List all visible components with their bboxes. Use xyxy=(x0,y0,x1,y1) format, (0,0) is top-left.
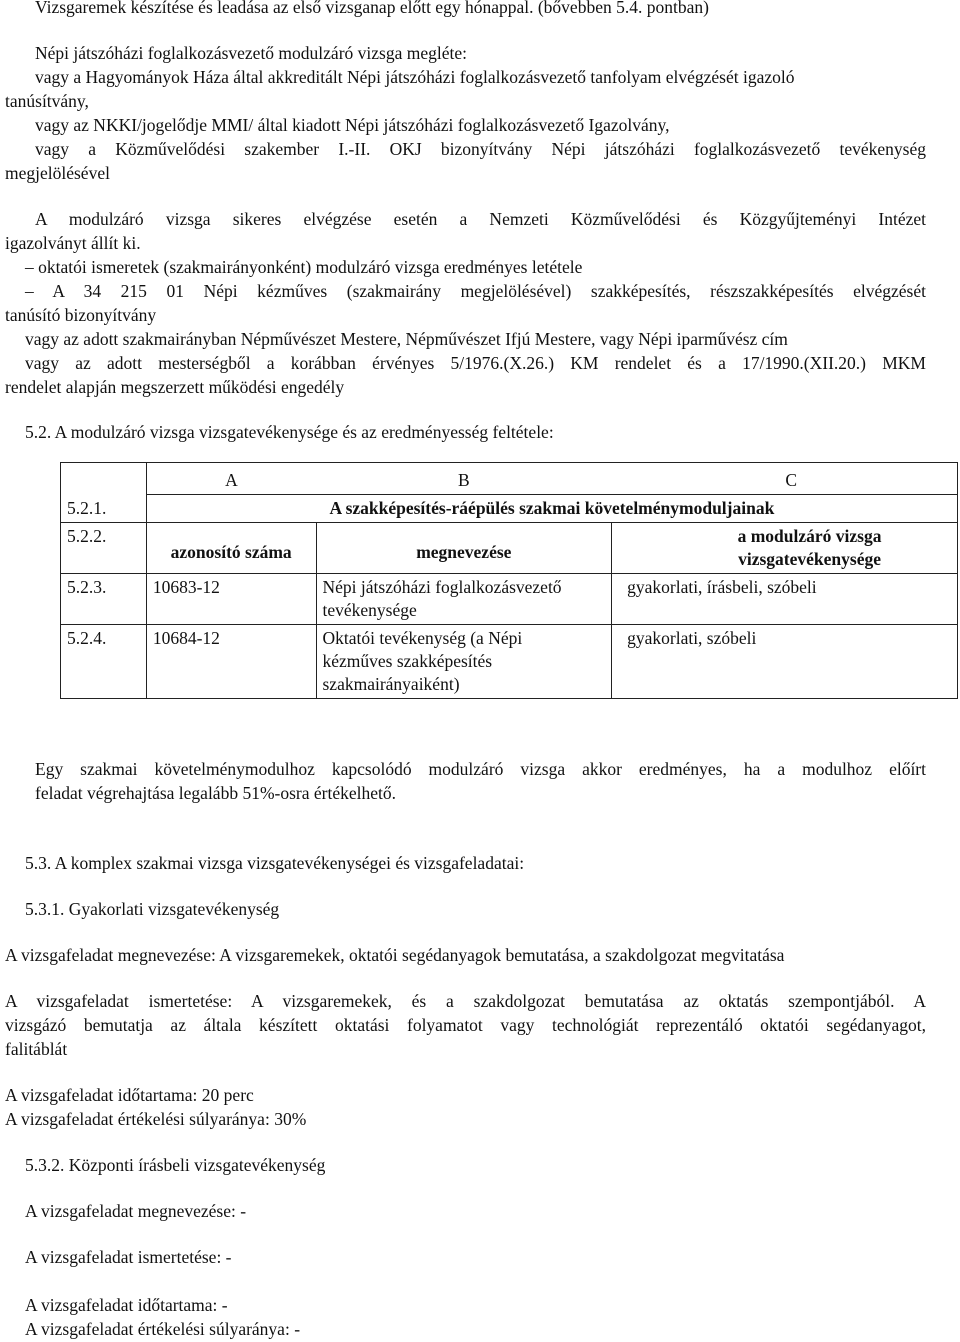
table-row xyxy=(61,523,958,574)
practical-desc-line-2: vizsgázó bemutatja az általa készített oktatási folyamatot vagy technológiát reprezentáló oktatói segédanyagot, xyxy=(5,1015,926,1035)
written-task-desc: A vizsgafeladat ismertetése: - xyxy=(25,1247,232,1267)
header-code: azonosító száma xyxy=(146,523,316,574)
practical-weight: A vizsgafeladat értékelési súlyaránya: 30% xyxy=(5,1109,307,1129)
module-exam: gyakorlati, szóbeli xyxy=(612,625,958,699)
module-code: 10684-12 xyxy=(146,625,316,699)
practical-duration: A vizsgafeladat időtartama: 20 perc xyxy=(5,1085,254,1105)
module-code: 10683-12 xyxy=(146,574,316,625)
row-id: 5.2.1. xyxy=(61,495,147,523)
module-name: Népi játszóházi foglalkozásvezető tevékenysége xyxy=(316,574,612,625)
submission-note: Vizsgaremek készítése és leadása az első vizsganap előtt egy hónappal. (bővebben 5.4. pontban) xyxy=(35,0,709,17)
prereq-line-3b: megjelölésével xyxy=(5,163,110,183)
cert-line-5: vagy az adott mesterségből a korábban érvényes 5/1976.(X.26.) KM rendelet és a 17/1990.(XII.20.) MKM xyxy=(25,353,926,373)
prereq-heading: Népi játszóházi foglalkozásvezető modulzáró vizsga megléte: xyxy=(35,43,467,63)
written-weight: A vizsgafeladat értékelési súlyaránya: - xyxy=(25,1319,301,1339)
header-name: megnevezése xyxy=(316,523,612,574)
section-5-3-title: 5.3. A komplex szakmai vizsga vizsgatevékenységei és vizsgafeladatai: xyxy=(25,853,525,873)
cert-line-2: – oktatói ismeretek (szakmairányonként) modulzáró vizsga eredményes letétele xyxy=(25,257,583,277)
table-column-header-row xyxy=(61,463,958,495)
header-exam: a modulzáró vizsga vizsgatevékenysége xyxy=(612,523,958,574)
practical-desc-line-3: falitáblát xyxy=(5,1039,68,1059)
col-c-header: C xyxy=(612,463,958,495)
success-line-1b: feladat végrehajtása legalább 51%-osra értékelhető. xyxy=(35,783,396,803)
prereq-line-1: vagy a Hagyományok Háza által akkreditált Népi játszóházi foglalkozásvezető tanfolyam elvégzését igazoló xyxy=(35,67,795,87)
prereq-line-1b: tanúsítvány, xyxy=(5,91,89,111)
col-a-header: A xyxy=(146,463,316,495)
table-row xyxy=(61,625,958,699)
section-5-2-title: 5.2. A modulzáró vizsga vizsgatevékenysége és az eredményesség feltétele: xyxy=(25,422,554,442)
table-group-title: A szakképesítés-ráépülés szakmai követelménymoduljainak xyxy=(146,495,957,523)
module-exam: gyakorlati, írásbeli, szóbeli xyxy=(612,574,958,625)
row-id: 5.2.4. xyxy=(61,625,147,699)
cert-line-5b: rendelet alapján megszerzett működési engedély xyxy=(5,377,345,397)
module-name: Oktatói tevékenység (a Népi kézműves szakképesítés szakmairányaiként) xyxy=(316,625,612,699)
practical-task-name: A vizsgafeladat megnevezése: A vizsgaremekek, oktatói segédanyagok bemutatása, a szakdolgozat megvitatása xyxy=(5,945,785,965)
written-duration: A vizsgafeladat időtartama: - xyxy=(25,1295,228,1315)
table-row xyxy=(61,495,958,523)
table-row xyxy=(61,574,958,625)
prereq-line-2: vagy az NKKI/jogelődje MMI/ által kiadott Népi játszóházi foglalkozásvezető Igazolvány, xyxy=(35,115,670,135)
row-id: 5.2.3. xyxy=(61,574,147,625)
module-table xyxy=(60,462,958,699)
section-5-3-2-title: 5.3.2. Központi írásbeli vizsgatevékenység xyxy=(25,1155,326,1175)
cert-line-3: – A 34 215 01 Népi kézműves (szakmairány megjelölésével) szakképesítés, részszakképesítés elvégzését xyxy=(25,281,926,301)
cert-line-1: A modulzáró vizsga sikeres elvégzése esetén a Nemzeti Közművelődési és Közgyűjteményi Intézet xyxy=(35,209,926,229)
written-task-name: A vizsgafeladat megnevezése: - xyxy=(25,1201,247,1221)
col-b-header: B xyxy=(316,463,612,495)
cert-line-1b: igazolványt állít ki. xyxy=(5,233,141,253)
row-id: 5.2.2. xyxy=(61,523,147,574)
cert-line-4: vagy az adott szakmairányban Népművészet Mestere, Népművészet Ifjú Mestere, vagy Népi iparművész cím xyxy=(25,329,788,349)
practical-desc-line-1: A vizsgafeladat ismertetése: A vizsgaremekek, és a szakdolgozat bemutatása az oktatás szempontjából. A xyxy=(5,991,926,1011)
prereq-line-3: vagy a Közművelődési szakember I.-II. OKJ bizonyítvány Népi játszóházi foglalkozásvezető tevékenység xyxy=(35,139,926,159)
section-5-3-1-title: 5.3.1. Gyakorlati vizsgatevékenység xyxy=(25,899,280,919)
cert-line-3b: tanúsító bizonyítvány xyxy=(5,305,157,325)
success-line-1: Egy szakmai követelménymodulhoz kapcsolódó modulzáró vizsga akkor eredményes, ha a modulhoz előírt xyxy=(35,759,926,779)
